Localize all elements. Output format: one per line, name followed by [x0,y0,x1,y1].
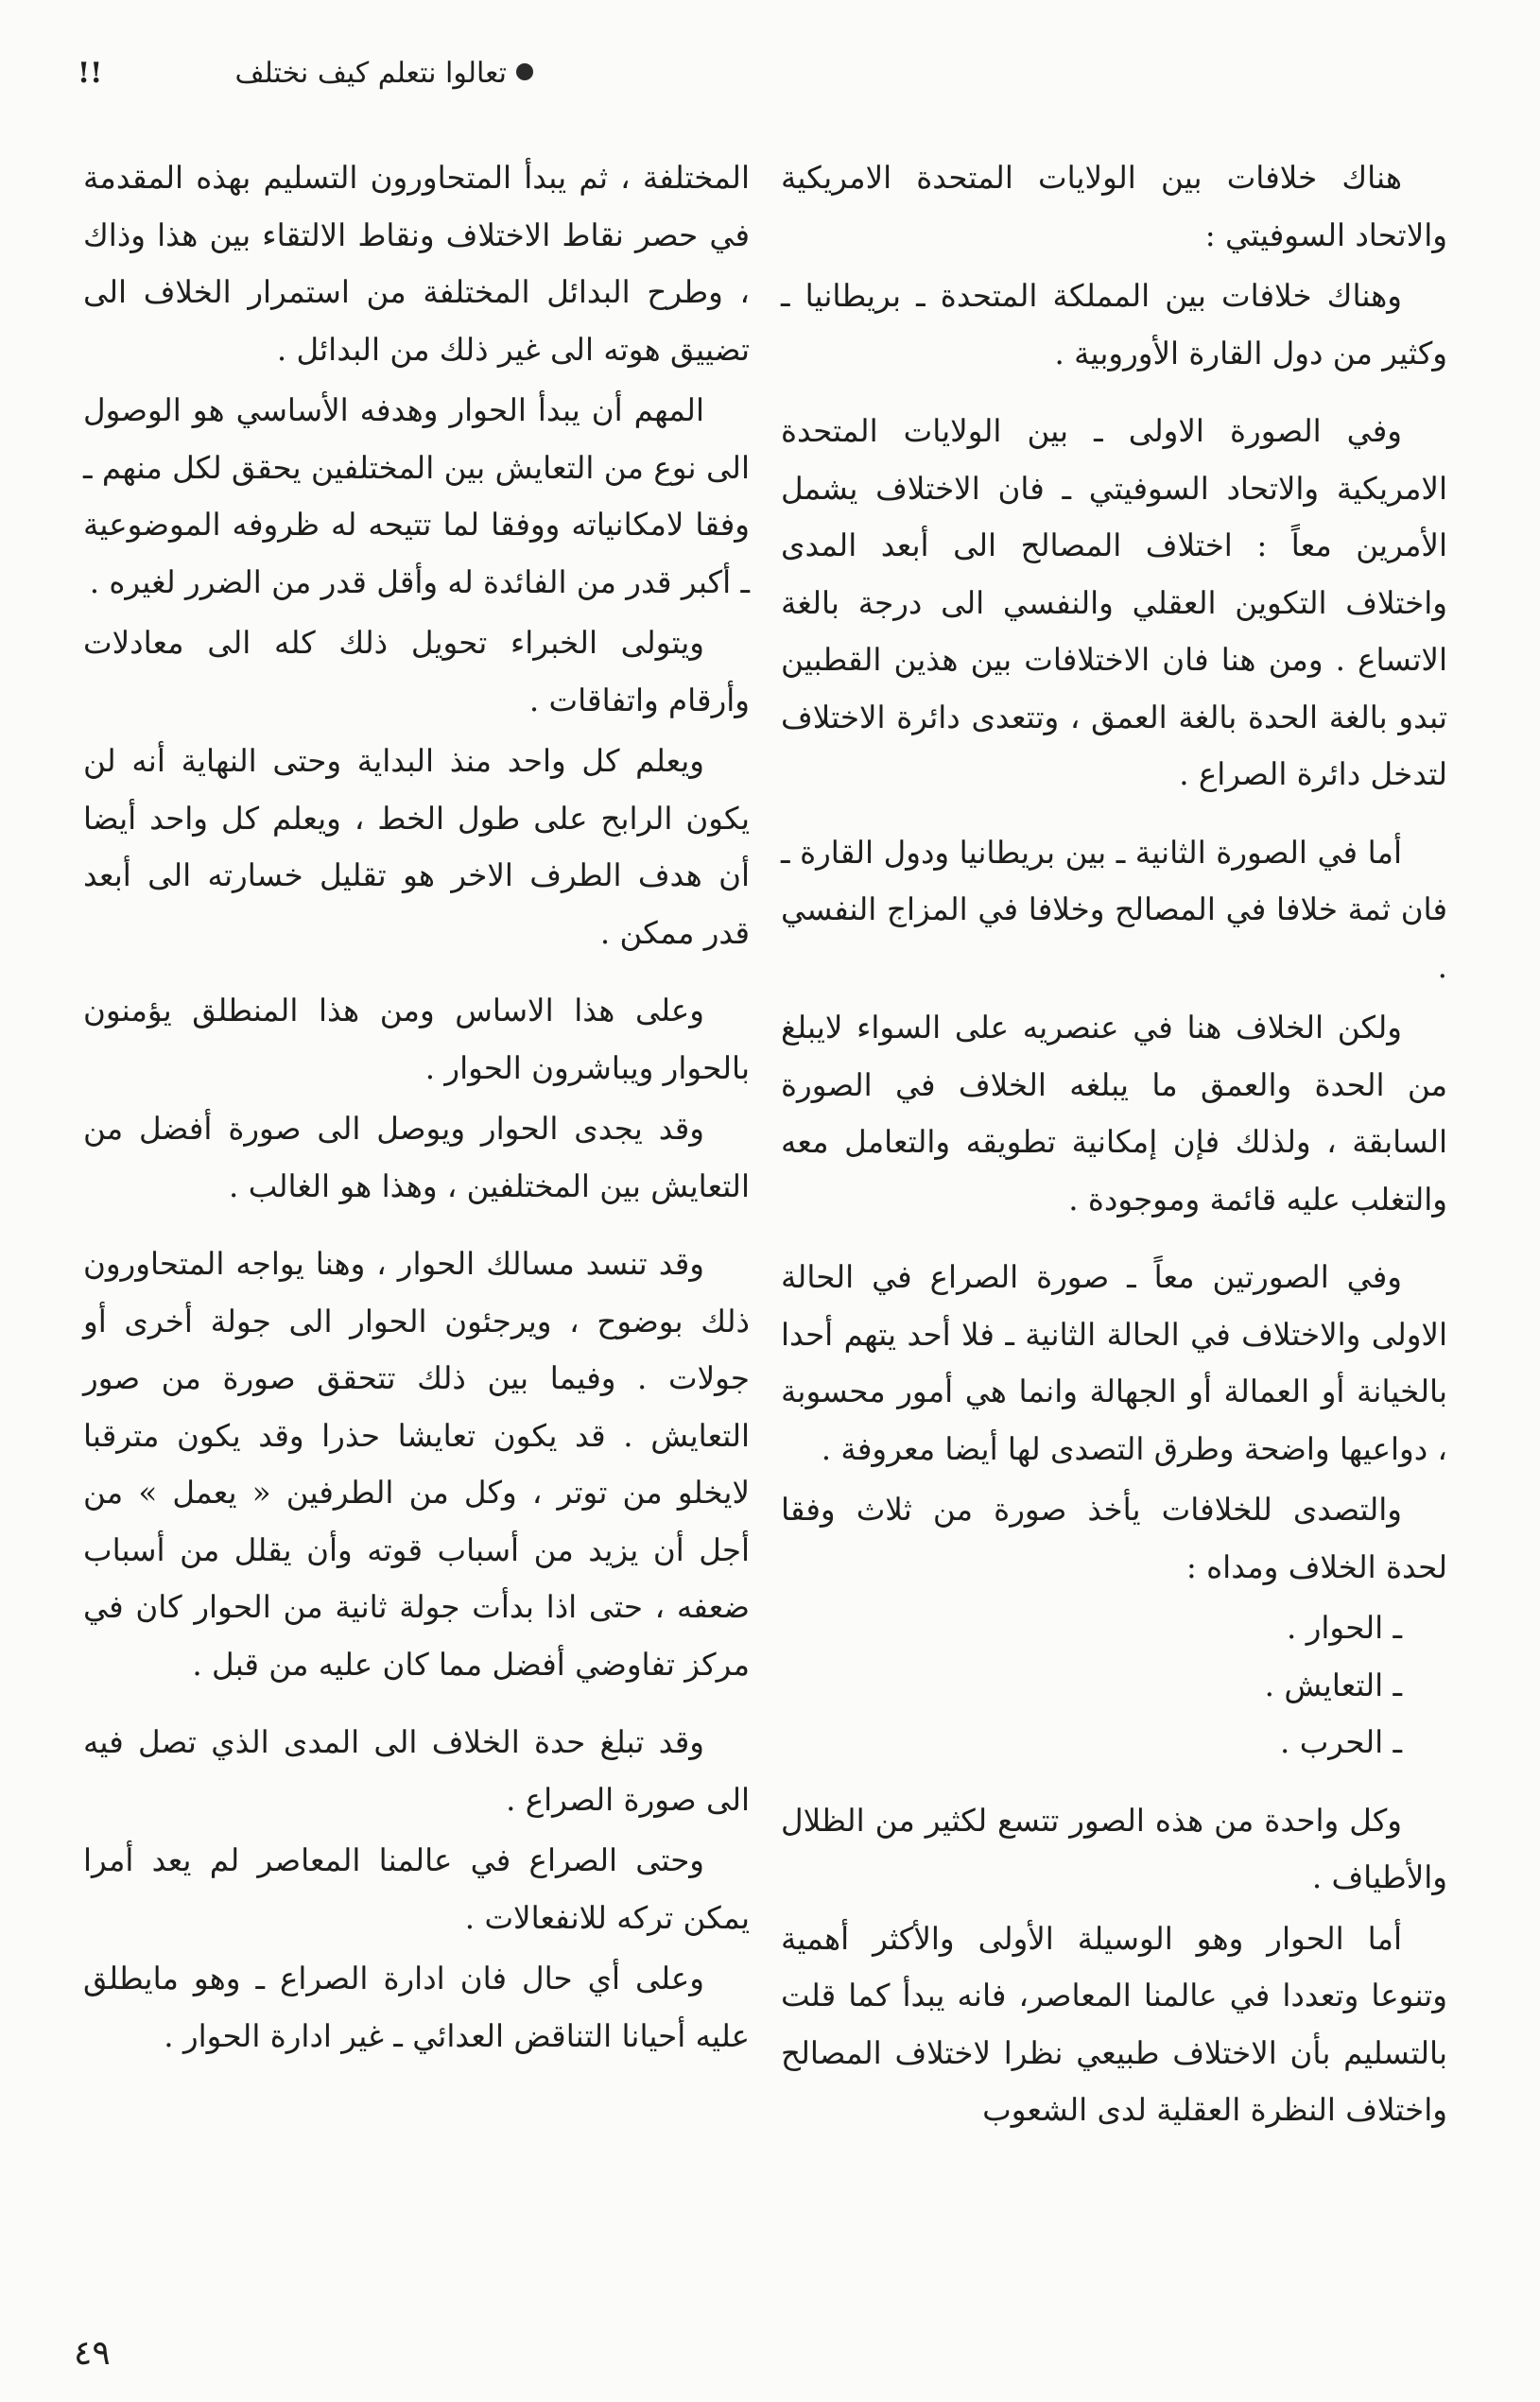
paragraph: المختلفة ، ثم يبدأ المتحاورون التسليم بهذه المقدمة في حصر نقاط الاختلاف ونقاط الالتقاء بين هذا وذاك ، وطرح البدائل المختلفة من استمرار الخلاف الى تضييق هوته الى غير ذلك من البدائل . [83,160,750,368]
bullet-icon [516,63,533,80]
running-header [0,55,1540,93]
paragraph: وقد تنسد مسالك الحوار ، وهنا يواجه المتحاورون ذلك بوضوح ، ويرجئون الحوار الى جولة أخرى أو جولات . وفيما بين ذلك تتحقق صورة من صور التعايش . قد يكون تعايشا حذرا وقد يكون مترقبا لايخلو من توتر ، وكل من الطرفين « يعمل » من أجل أن يزيد من أسباب قوته وأن يقلل من أسباب ضعفه ، حتى اذا بدأت جولة ثانية من الحوار كان في مركز تفاوضي أفضل مما كان عليه من قبل . [83,1246,750,1683]
paragraph: وفي الصورتين معاً ـ صورة الصراع في الحالة الاولى والاختلاف في الحالة الثانية ـ فلا أحد يتهم أحدا بالخيانة أو العمالة أو الجهالة وانما هي أمور محسوبة ، دواعيها واضحة وطرق التصدى لها أيضا معروفة . [781,1259,1447,1467]
paragraph: وقد يجدى الحوار ويوصل الى صورة أفضل من التعايش بين المختلفين ، وهذا هو الغالب . [83,1111,750,1204]
paragraph: وقد تبلغ حدة الخلاف الى المدى الذي تصل فيه الى صورة الصراع . [83,1724,750,1818]
running-header-title [235,55,533,93]
running-header-text: تعالوا نتعلم كيف نختلف [234,57,507,90]
paragraph: أما في الصورة الثانية ـ بين بريطانيا ودول القارة ـ فان ثمة خلافا في المصالح وخلافا في المزاج النفسي . [781,834,1447,985]
paragraph: أما الحوار وهو الوسيلة الأولى والأكثر أهمية وتنوعا وتعددا في عالمنا المعاصر، فانه يبدأ كما قلت بالتسليم بأن الاختلاف طبيعي نظرا لاختلاف المصالح واختلاف النظرة العقلية لدى الشعوب [781,1920,1447,2128]
paragraph: وفي الصورة الاولى ـ بين الولايات المتحدة الامريكية والاتحاد السوفيتي ـ فان الاختلاف يشمل الأمرين معاً : اختلاف المصالح الى أبعد المدى واختلاف التكوين العقلي والنفسي الى درجة بالغة الاتساع . ومن هنا فان الاختلافات بين هذين القطبين تبدو بالغة الحدة بالغة العمق ، وتتعدى دائرة الاختلاف لتدخل دائرة الصراع . [781,413,1447,792]
paragraph: هناك خلافات بين الولايات المتحدة الامريكية والاتحاد السوفيتي : [781,160,1447,253]
paragraph: ويعلم كل واحد منذ البداية وحتى النهاية أنه لن يكون الرابح على طول الخط ، ويعلم كل واحد أيضا أن هدف الطرف الاخر هو تقليل خسارته الى أبعد قدر ممكن . [83,743,750,951]
list-item: ـ التعايش . [1264,1667,1402,1703]
paragraph: وحتى الصراع في عالمنا المعاصر لم يعد أمرا يمكن تركه للانفعالات . [83,1842,750,1936]
list-item: ـ الحوار . [1287,1610,1402,1646]
paragraph: وعلى هذا الاساس ومن هذا المنطلق يؤمنون بالحوار ويباشرون الحوار . [83,993,750,1086]
text-column-left [83,149,750,2068]
text-column-right [781,149,1447,2143]
page-number: ٤٩ [74,2334,111,2373]
paragraph: المهم أن يبدأ الحوار وهدفه الأساسي هو الوصول الى نوع من التعايش بين المختلفين يحقق لكل منهم ـ وفقا لامكانياته ووفقا لما تتيحه له ظروفه الموضوعية ـ أكبر قدر من الفائدة له وأقل قدر من الضرر لغيره . [83,392,750,600]
running-header-marks: !! [78,57,103,90]
paragraph: وعلى أي حال فان ادارة الصراع ـ وهو مايطلق عليه أحيانا التناقض العدائي ـ غير ادارة الحوار . [83,1961,750,2054]
paragraph: وهناك خلافات بين المملكة المتحدة ـ بريطانيا ـ وكثير من دول القارة الأوروبية . [781,278,1447,372]
paragraph: والتصدى للخلافات يأخذ صورة من ثلاث وفقا لحدة الخلاف ومداه : [781,1492,1447,1585]
paragraph: ويتولى الخبراء تحويل ذلك كله الى معادلات وأرقام واتفاقات . [83,625,750,718]
paragraph: ولكن الخلاف هنا في عنصريه على السواء لايبلغ من الحدة والعمق ما يبلغه الخلاف في الصورة السابقة ، ولذلك فإن إمكانية تطويقه والتعامل معه والتغلب عليه قائمة وموجودة . [781,1010,1447,1218]
paragraph: وكل واحدة من هذه الصور تتسع لكثير من الظلال والأطياف . [781,1802,1447,1895]
list-item: ـ الحرب . [1280,1724,1402,1760]
